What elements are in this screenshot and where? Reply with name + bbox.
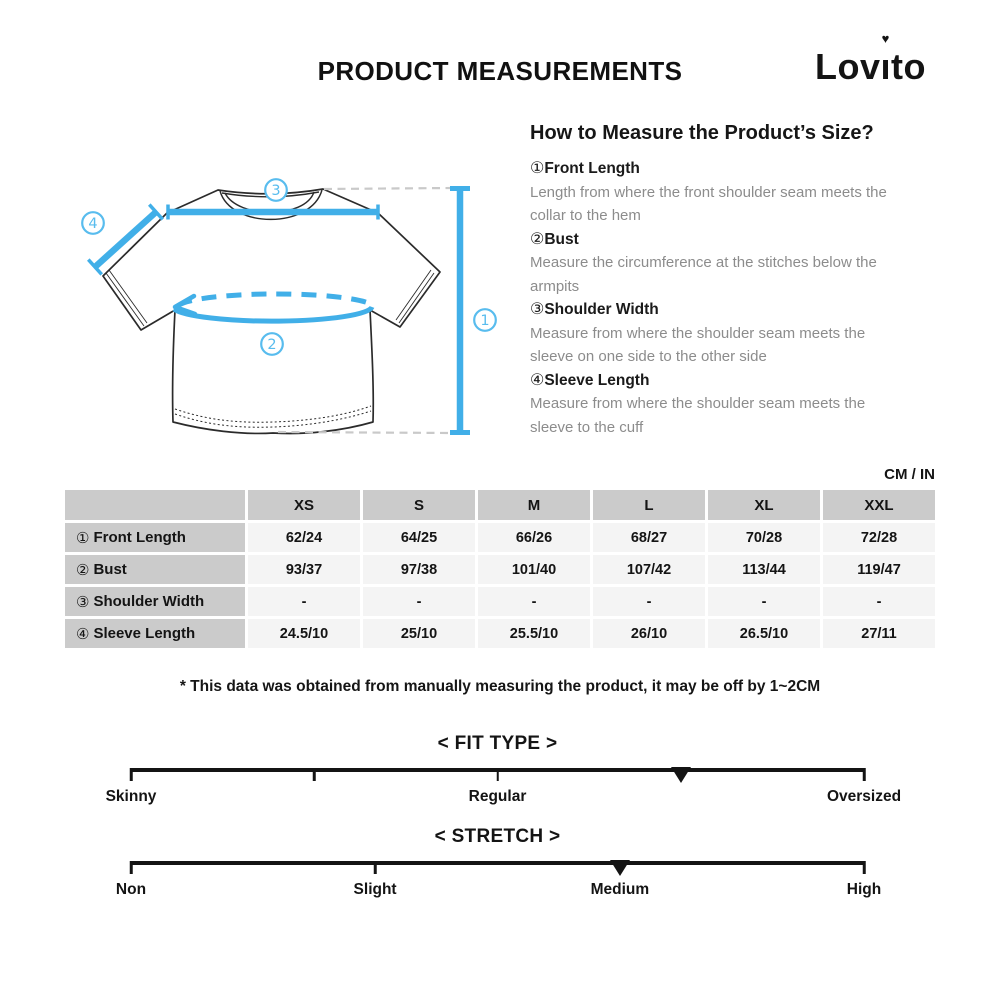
- brand-logo-i: ı ♥: [880, 31, 892, 87]
- table-cell: 24.5/10: [248, 619, 360, 648]
- table-cell: 113/44: [708, 555, 820, 584]
- callout-3: 3: [271, 183, 281, 200]
- fit-type-title: < FIT TYPE >: [437, 733, 558, 754]
- table-cell: 62/24: [248, 523, 360, 552]
- table-row-label-sleeve-length: ④ Sleeve Length: [65, 619, 245, 648]
- scale-tick: [374, 861, 377, 874]
- fit-type-bar: [131, 768, 864, 787]
- table-row-label-shoulder-width: ③ Shoulder Width: [65, 587, 245, 616]
- units-label: CM / IN: [884, 466, 935, 483]
- table-cell: 66/26: [478, 523, 590, 552]
- stretch-bar: [131, 861, 864, 880]
- tshirt-outline: [103, 189, 440, 434]
- scale-tick: [313, 768, 316, 781]
- table-row-label-front-length: ① Front Length: [65, 523, 245, 552]
- scale-tick: [863, 768, 866, 781]
- table-cell: 25/10: [363, 619, 475, 648]
- fit-label-oversized: Oversized: [826, 788, 902, 805]
- brand-logo: [814, 31, 926, 88]
- table-col-xl: XL: [708, 490, 820, 520]
- measurement-disclaimer: * This data was obtained from manually measuring the product, it may be off by 1~2CM: [179, 678, 821, 695]
- table-col-m: M: [478, 490, 590, 520]
- how-to-item-shoulder-width: ③Shoulder Width Measure from where the shoulder seam meets the sleeve on one side to the other side: [530, 301, 866, 365]
- table-corner-cell: [65, 490, 245, 520]
- table-cell: -: [248, 587, 360, 616]
- table-cell: 97/38: [363, 555, 475, 584]
- stretch-label-high: High: [846, 881, 882, 898]
- how-to-item-front-length: ①Front Length Length from where the front shoulder seam meets the collar to the hem: [530, 160, 887, 224]
- table-cell: -: [478, 587, 590, 616]
- fit-label-skinny: Skinny: [105, 788, 157, 805]
- scale-tick: [130, 768, 133, 781]
- table-cell: 107/42: [593, 555, 705, 584]
- fit-label-regular: Regular: [468, 788, 527, 805]
- callout-2: 2: [267, 337, 277, 354]
- table-cell: 27/11: [823, 619, 935, 648]
- how-to-title: How to Measure the Product’s Size?: [530, 122, 874, 144]
- table-cell: 26.5/10: [708, 619, 820, 648]
- fit-type-marker: [671, 767, 691, 783]
- table-cell: 72/28: [823, 523, 935, 552]
- how-to-item-sleeve-length: ④Sleeve Length Measure from where the shoulder seam meets the sleeve to the cuff: [530, 371, 866, 436]
- table-col-xxl: XXL: [823, 490, 935, 520]
- stretch-marker: [610, 860, 630, 876]
- table-col-xs: XS: [248, 490, 360, 520]
- scale-tick: [496, 768, 499, 781]
- brand-logo-post: to: [891, 46, 926, 87]
- stretch-scale: [115, 826, 882, 901]
- scale-tick: [130, 861, 133, 874]
- scale-tick: [863, 861, 866, 874]
- heart-icon: ♥: [881, 31, 890, 46]
- table-cell: 26/10: [593, 619, 705, 648]
- how-to-item-bust: ②Bust Measure the circumference at the stitches below the armpits: [530, 230, 877, 295]
- table-cell: 93/37: [248, 555, 360, 584]
- size-table: [65, 490, 935, 648]
- table-cell: -: [363, 587, 475, 616]
- fit-type-scale: [105, 733, 902, 808]
- stretch-label-non: Non: [115, 881, 147, 898]
- stretch-title: < STRETCH >: [434, 826, 561, 847]
- table-col-s: S: [363, 490, 475, 520]
- callout-1: 1: [480, 313, 490, 330]
- how-to-measure-section: [530, 122, 950, 439]
- stretch-label-medium: Medium: [590, 881, 650, 898]
- table-cell: -: [823, 587, 935, 616]
- table-cell: -: [708, 587, 820, 616]
- scale-line: [131, 861, 864, 865]
- brand-logo-pre: Lov: [814, 46, 881, 87]
- table-cell: 119/47: [823, 555, 935, 584]
- table-cell: 101/40: [478, 555, 590, 584]
- page-title: PRODUCT MEASUREMENTS: [317, 56, 683, 86]
- callout-4: 4: [88, 216, 98, 233]
- table-cell: 64/25: [363, 523, 475, 552]
- tshirt-measurement-diagram: [60, 130, 520, 460]
- table-cell: 25.5/10: [478, 619, 590, 648]
- stretch-label-slight: Slight: [353, 881, 397, 898]
- table-cell: -: [593, 587, 705, 616]
- table-col-l: L: [593, 490, 705, 520]
- table-row-label-bust: ② Bust: [65, 555, 245, 584]
- table-cell: 68/27: [593, 523, 705, 552]
- table-cell: 70/28: [708, 523, 820, 552]
